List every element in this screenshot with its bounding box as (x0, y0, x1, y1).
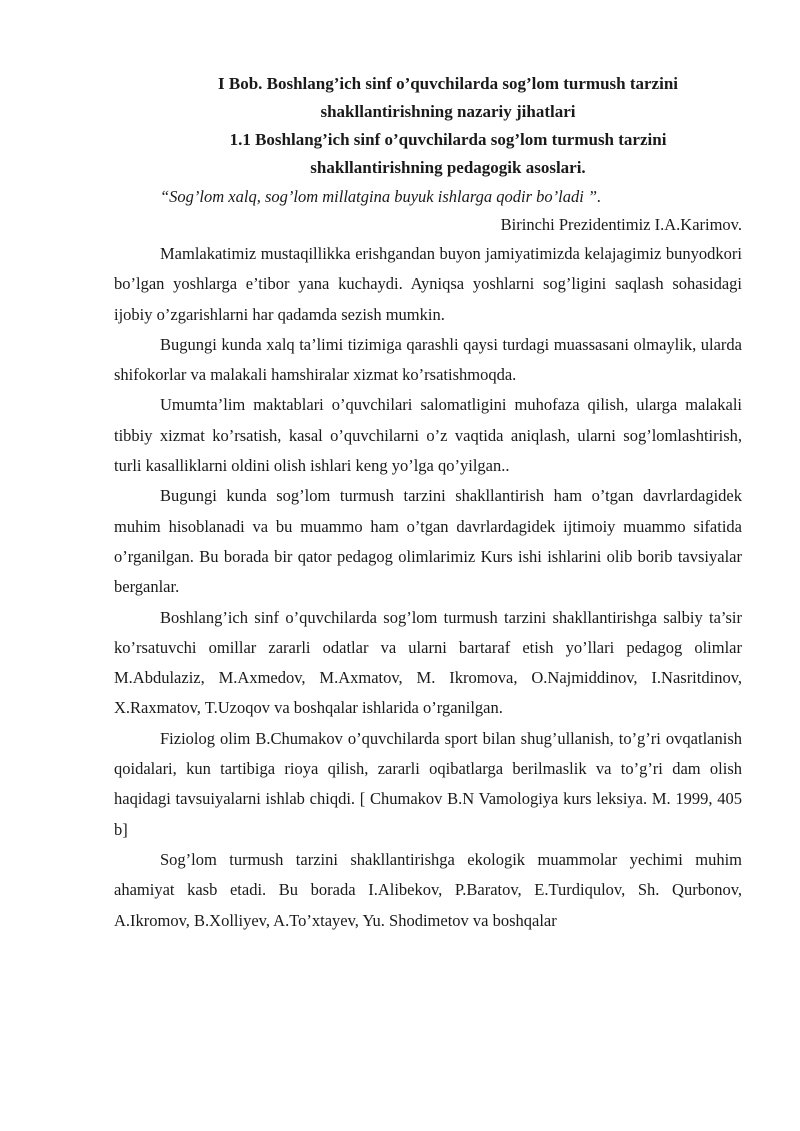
chapter-title (114, 70, 742, 126)
section-title (114, 126, 742, 182)
paragraph: Sog’lom turmush tarzini shakllantirishga ekologik muammolar yechimi muhim ahamiyat kasb etadi. Bu borada I.Alibekov, P.Baratov, E.Turdiqulov, Sh. Qurbonov, A.Ikromov, B.Xolliyev, A.To’xtayev, Yu. Shodimetov va boshqalar (114, 849, 742, 930)
epigraph-author: Birinchi Prezidentimiz I.A.Karimov. (500, 215, 742, 234)
chapter-title-line1: I Bob. Boshlang’ich sinf o’quvchilarda sog’lom turmush tarzini (217, 74, 678, 93)
paragraph: Bugungi kunda sog’lom turmush tarzini shakllantirish ham o’tgan davrlardagidek muhim hisoblanadi va bu muammo ham o’tgan davrlardagidek ijtimoiy muammo sifatida o’rganilgan. Bu borada bir qator pedagog olimlarimiz Kurs ishi ishlarini olib borib tavsiyalar berganlar. (114, 486, 742, 597)
section-title-line1: 1.1 Boshlang’ich sinf o’quvchilarda sog’lom turmush tarzini (229, 130, 667, 149)
paragraph: Boshlang’ich sinf o’quvchilarda sog’lom turmush tarzini shakllantirishga salbiy ta’sir ko’rsatuvchi omillar zararli odatlar va ularni bartaraf etish yo’llari pedagog olimlar M.Abdulaziz, M.Axmedov, M.Axmatov, M. Ikromova, O.Najmiddinov, I.Nasritdinov, X.Raxmatov, T.Uzoqov va boshqalar ishlarida o’rganilgan. (114, 607, 742, 718)
paragraph: Fiziolog olim B.Chumakov o’quvchilarda sport bilan shug’ullanish, to’g’ri ovqatlanish qoidalari, kun tartibiga rioya qilish, zararli oqibatlarga berilmaslik va to’g’ri dam olish haqidagi tavsuiyalarni ishlab chiqdi. [ Chumakov B.N Vamologiya kurs leksiya. M. 1999, 405 b] (114, 728, 742, 839)
section-title-line2: shakllantirishning pedagogik asoslari. (310, 158, 586, 177)
document-page (114, 70, 742, 936)
chapter-title-line2: shakllantirishning nazariy jihatlari (320, 102, 576, 121)
epigraph-quote: “Sog’lom xalq, sog’lom millatgina buyuk ishlarga qodir bo’ladi ”. (160, 187, 602, 206)
paragraph: Bugungi kunda xalq ta’limi tizimiga qarashli qaysi turdagi muassasani olmaylik, ularda shifokorlar va malakali hamshiralar xizmat ko’rsatishmoqda. (114, 334, 742, 385)
paragraph: Mamlakatimiz mustaqillikka erishgandan buyon jamiyatimizda kelajagimiz bunyodkori bo’lgan yoshlarga e’tibor yana kuchaydi. Ayniqsa yoshlarni sog’ligini saqlash sohasidagi ijobiy o’zgarishlarni har qadamda sezish mumkin. (114, 244, 742, 324)
paragraph: Umumta’lim maktablari o’quvchilari salomatligini muhofaza qilish, ularga malakali tibbiy xizmat ko’rsatish, kasal o’quvchilarni o’z vaqtida aniqlash, ularni sog’lomlashtirish, turli kasalliklarni oldini olish ishlari keng yo’lga qo’yilgan.. (114, 395, 742, 476)
